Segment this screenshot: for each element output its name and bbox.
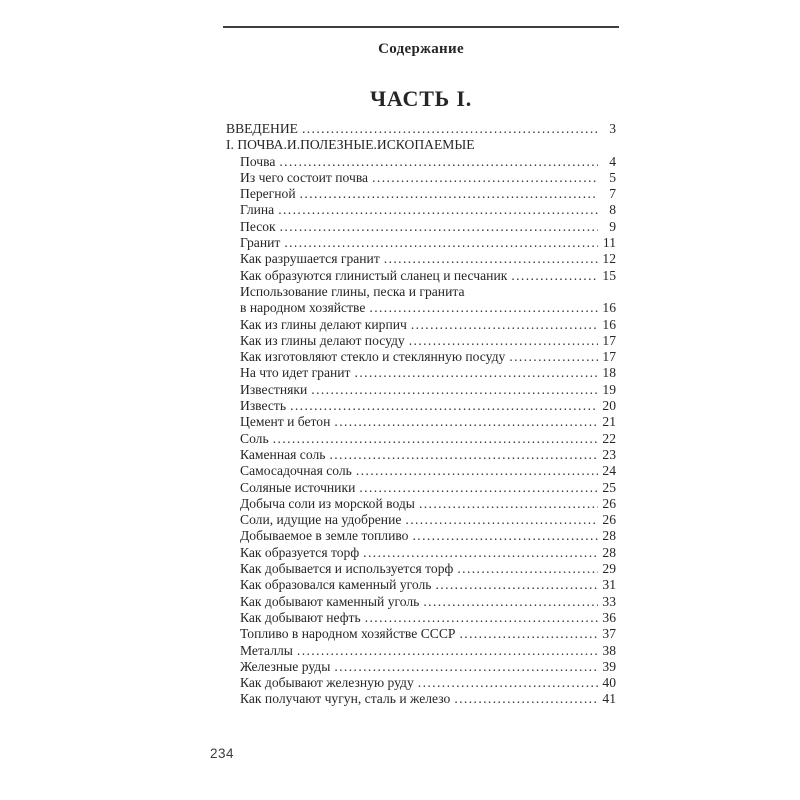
- toc-entry-title: Цемент и бетон: [240, 414, 331, 430]
- toc-entry-title: Самосадочная соль: [240, 463, 352, 479]
- toc-entry-title: Известь: [240, 398, 287, 414]
- toc-entry: [226, 365, 616, 381]
- toc-entry-title: Как из глины делают кирпич: [240, 316, 407, 332]
- toc-dot-leader: [297, 643, 598, 659]
- toc-entry-title: Каменная соль: [240, 446, 326, 462]
- toc-entry-title: Как образуются глинистый сланец и песчаник: [240, 267, 508, 283]
- toc-entry: [226, 577, 616, 593]
- toc-entry: [226, 480, 616, 496]
- toc-entry: [226, 219, 616, 235]
- toc-entry-page: 41: [602, 691, 616, 707]
- toc-entry: [226, 594, 616, 610]
- toc-entry-page: 22: [602, 430, 616, 446]
- contents-header: Содержание: [378, 41, 464, 57]
- toc-entry-title: Как получают чугун, сталь и железо: [240, 691, 451, 707]
- toc-entry-title: ВВЕДЕНИЕ: [226, 121, 298, 136]
- toc-entry-page: 25: [602, 479, 616, 495]
- toc-dot-leader: [278, 202, 598, 218]
- toc-dot-leader: [369, 300, 598, 316]
- toc-entry-title: Соляные источники: [240, 479, 356, 495]
- toc-entry-page: 16: [602, 300, 616, 316]
- toc-entry-page: 9: [609, 218, 616, 234]
- toc-entry: [226, 121, 616, 137]
- toc-dot-leader: [511, 268, 598, 284]
- toc-dot-leader: [419, 496, 598, 512]
- toc-entry-page: 17: [602, 332, 616, 348]
- toc-dot-leader: [418, 675, 598, 691]
- toc-entry: [226, 610, 616, 626]
- toc-entry-page: 28: [602, 528, 616, 544]
- toc-dot-leader: [509, 349, 598, 365]
- toc-entry: [226, 414, 616, 430]
- toc-entry: [226, 349, 616, 365]
- toc-dot-leader: [300, 186, 598, 202]
- toc-dot-leader: [356, 463, 598, 479]
- toc-entry-page: 5: [609, 169, 616, 185]
- toc-dot-leader: [290, 398, 598, 414]
- toc-entry: [226, 463, 616, 479]
- toc-entry-title: Как из глины делают посуду: [240, 332, 405, 348]
- toc-entry-title: Как добывается и используется торф: [240, 561, 454, 577]
- toc-entry: [226, 626, 616, 642]
- toc-entry-page: 3: [609, 121, 616, 136]
- toc-entry-title: Почва: [240, 153, 276, 169]
- toc-entry-page: 29: [602, 561, 616, 577]
- toc-entry-page: 36: [602, 609, 616, 625]
- toc-dot-leader: [280, 219, 598, 235]
- toc-entry: [226, 561, 616, 577]
- toc-entry: [226, 382, 616, 398]
- toc-entry-title: Как добывают каменный уголь: [240, 593, 420, 609]
- toc-entry-page: 19: [602, 381, 616, 397]
- toc-entry: [226, 545, 616, 561]
- toc-entry-title: Соли, идущие на удобрение: [240, 512, 402, 528]
- toc-dot-leader: [365, 610, 598, 626]
- toc-dot-leader: [454, 691, 598, 707]
- toc-entry-title: Металлы: [240, 642, 293, 658]
- toc-entry-title: Использование глины, песка и гранита: [240, 283, 465, 299]
- toc-entry-title: Известняки: [240, 381, 308, 397]
- toc-dot-leader: [372, 170, 598, 186]
- toc-dot-leader: [423, 594, 598, 610]
- toc-entry: [226, 659, 616, 675]
- scan-page-number: 234: [210, 746, 235, 761]
- toc-entry: [226, 170, 616, 186]
- toc-entry-title: Как образовался каменный уголь: [240, 577, 432, 593]
- toc-dot-leader: [459, 626, 598, 642]
- toc-entry-page: 28: [602, 544, 616, 560]
- toc-entry: [226, 496, 616, 512]
- toc-entry: [226, 398, 616, 414]
- toc-entry-page: 16: [602, 316, 616, 332]
- toc-entry: [226, 235, 616, 251]
- toc-entry-page: 20: [602, 398, 616, 414]
- toc-dot-leader: [273, 431, 598, 447]
- toc-entry-page: 38: [602, 642, 616, 658]
- toc-dot-leader: [329, 447, 598, 463]
- toc-entry-page: 33: [602, 593, 616, 609]
- toc-entry-title: Как добывают железную руду: [240, 675, 414, 691]
- toc-entry-page: 8: [609, 202, 616, 218]
- toc-entry: [226, 643, 616, 659]
- toc-entry-page: 31: [602, 577, 616, 593]
- toc-dot-leader: [435, 577, 598, 593]
- toc-entry-title: Перегной: [240, 186, 296, 202]
- toc-entry-title: I. ПОЧВА.И.ПОЛЕЗНЫЕ.ИСКОПАЕМЫЕ: [226, 137, 475, 153]
- toc-entry-page: 18: [602, 365, 616, 381]
- toc-entry-page: 12: [602, 251, 616, 267]
- toc-entry-title: Добыча соли из морской воды: [240, 495, 415, 511]
- toc-dot-leader: [355, 365, 598, 381]
- toc-entry-title: в народном хозяйстве: [240, 300, 366, 316]
- toc-dot-leader: [457, 561, 598, 577]
- toc-dot-leader: [334, 414, 598, 430]
- toc-entry-title: На что идет гранит: [240, 365, 351, 381]
- toc-entry-title: Как образуется торф: [240, 544, 360, 560]
- toc-dot-leader: [384, 251, 598, 267]
- toc-entry-page: 39: [602, 658, 616, 674]
- toc-dot-leader: [409, 333, 598, 349]
- toc-dot-leader: [363, 545, 598, 561]
- toc-entry-page: 17: [602, 349, 616, 365]
- toc-entry-title: Соль: [240, 430, 269, 446]
- toc-entry: [226, 512, 616, 528]
- toc-entry-title: Глина: [240, 202, 275, 218]
- toc-entry-page: 21: [602, 414, 616, 430]
- toc-entry: [226, 268, 616, 284]
- toc-entry-title: Песок: [240, 218, 276, 234]
- toc-entry: [226, 186, 616, 202]
- toc-entry: [226, 300, 616, 316]
- toc-dot-leader: [412, 528, 598, 544]
- toc-entry-page: 23: [602, 446, 616, 462]
- toc-dot-leader: [359, 480, 598, 496]
- toc-list: [226, 121, 616, 708]
- toc-entry: [226, 528, 616, 544]
- toc-entry: [226, 691, 616, 707]
- toc-entry: [226, 154, 616, 170]
- toc-dot-leader: [302, 121, 598, 137]
- toc-dot-leader: [334, 659, 598, 675]
- toc-entry-title: Как разрушается гранит: [240, 251, 380, 267]
- toc-entry-page: 24: [602, 463, 616, 479]
- toc-entry-title: Как добывают нефть: [240, 609, 361, 625]
- toc-entry-page: 7: [609, 186, 616, 202]
- header-rule: [223, 26, 619, 28]
- toc-entry-title: Железные руды: [240, 658, 331, 674]
- toc-entry: [226, 202, 616, 218]
- toc-dot-leader: [405, 512, 598, 528]
- toc-entry: [226, 333, 616, 349]
- toc-entry: [226, 317, 616, 333]
- toc-entry-title: Из чего состоит почва: [240, 169, 369, 185]
- toc-entry: [226, 251, 616, 267]
- toc-dot-leader: [411, 317, 598, 333]
- toc-dot-leader: [311, 382, 598, 398]
- toc-entry-page: 40: [602, 675, 616, 691]
- toc-entry: [226, 431, 616, 447]
- toc-entry: [226, 675, 616, 691]
- toc-entry-page: 11: [602, 235, 616, 251]
- toc-entry-title: Как изготовляют стекло и стеклянную посуду: [240, 349, 506, 365]
- toc-dot-leader: [284, 235, 598, 251]
- toc-entry-page: 26: [602, 495, 616, 511]
- toc-entry-page: 4: [609, 153, 616, 169]
- toc-entry: [226, 284, 616, 300]
- toc-entry-page: 26: [602, 512, 616, 528]
- toc-entry-title: Добываемое в земле топливо: [240, 528, 409, 544]
- toc-entry-title: Топливо в народном хозяйстве СССР: [240, 626, 456, 642]
- toc-entry-page: 15: [602, 267, 616, 283]
- toc-dot-leader: [279, 154, 598, 170]
- toc-entry: [226, 137, 616, 153]
- toc-entry-page: 37: [602, 626, 616, 642]
- toc-entry: [226, 447, 616, 463]
- part-title: ЧАСТЬ I.: [369, 86, 472, 111]
- toc-entry-title: Гранит: [240, 235, 281, 251]
